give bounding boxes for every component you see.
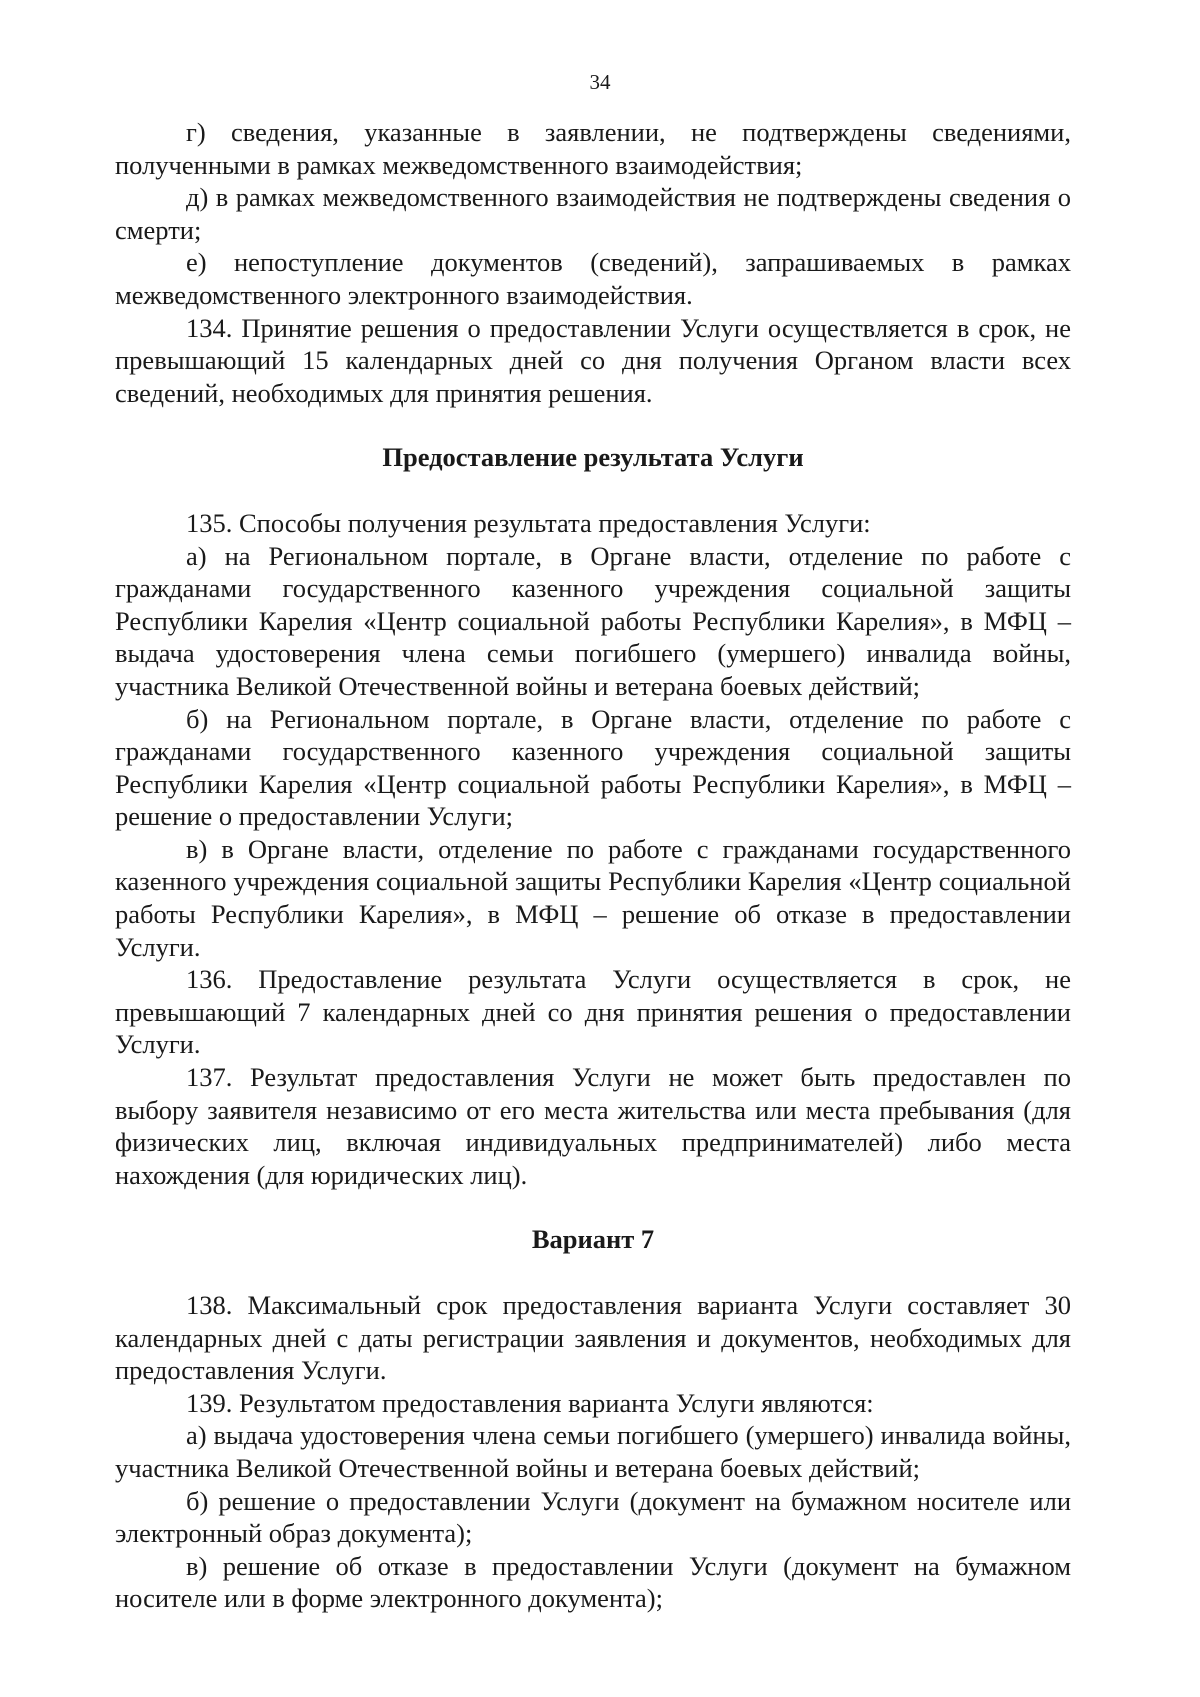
section-heading-result: Предоставление результата Услуги — [382, 442, 804, 473]
paragraph-138: 138. Максимальный срок предоставления варианта Услуги составляет 30 календарных дней с даты регистрации заявления и документов, необходимых для предоставления Услуги. — [115, 1290, 1071, 1386]
paragraph-135-b: б) на Региональном портале, в Органе власти, отделение по работе с гражданами государственного казенного учреждения социальной защиты Республики Карелия «Центр социальной работы Республики Карелия», в МФЦ – решение о предоставлении Услуги; — [115, 703, 1071, 832]
paragraph-135-a: а) на Региональном портале, в Органе власти, отделение по работе с гражданами государственного казенного учреждения социальной защиты Республики Карелия «Центр социальной работы Республики Карелия», в МФЦ – выдача удостоверения члена семьи погибшего (умершего) инвалида войны, участника Великой Отечественной войны и ветерана боевых действий; — [115, 540, 1071, 701]
paragraph-134: 134. Принятие решения о предоставлении Услуги осуществляется в срок, не превышающий 15 календарных дней со дня получения Органом власти всех сведений, необходимых для принятия решения. — [115, 312, 1071, 408]
paragraph-137: 137. Результат предоставления Услуги не может быть предоставлен по выбору заявителя независимо от его места жительства или места пребывания (для физических лиц, включая индивидуальных предпринимателей) либо места нахождения (для юридических лиц). — [115, 1062, 1071, 1190]
section-heading-variant: Вариант 7 — [531, 1224, 655, 1255]
paragraph-item-g: г) сведения, указанные в заявлении, не подтверждены сведениями, полученными в рамках межведомственного взаимодействия; — [115, 117, 1071, 180]
paragraph-139-b: б) решение о предоставлении Услуги (документ на бумажном носителе или электронный образ документа); — [115, 1485, 1071, 1549]
paragraph-139-a: а) выдача удостоверения члена семьи погибшего (умершего) инвалида войны, участника Великой Отечественной войны и ветерана боевых действий; — [115, 1420, 1071, 1483]
paragraph-139-v: в) решение об отказе в предоставлении Услуги (документ на бумажном носителе или в форме электронного документа); — [115, 1550, 1071, 1614]
paragraph-item-d: д) в рамках межведомственного взаимодействия не подтверждены сведения о смерти; — [115, 182, 1071, 245]
paragraph-139: 139. Результатом предоставления варианта Услуги являются: — [186, 1387, 874, 1418]
paragraph-135-v: в) в Органе власти, отделение по работе с гражданами государственного казенного учреждения социальной защиты Республики Карелия «Центр социальной работы Республики Карелия», в МФЦ – решение об отказе в предоставлении Услуги. — [115, 833, 1071, 962]
document-body — [115, 116, 1071, 1615]
page-number: 34 — [589, 70, 611, 94]
paragraph-item-e: е) непоступление документов (сведений), запрашиваемых в рамках межведомственного электронного взаимодействия. — [115, 247, 1071, 310]
paragraph-136: 136. Предоставление результата Услуги осуществляется в срок, не превышающий 7 календарных дней со дня принятия решения о предоставлении Услуги. — [115, 964, 1071, 1060]
paragraph-135: 135. Способы получения результата предоставления Услуги: — [186, 507, 871, 538]
